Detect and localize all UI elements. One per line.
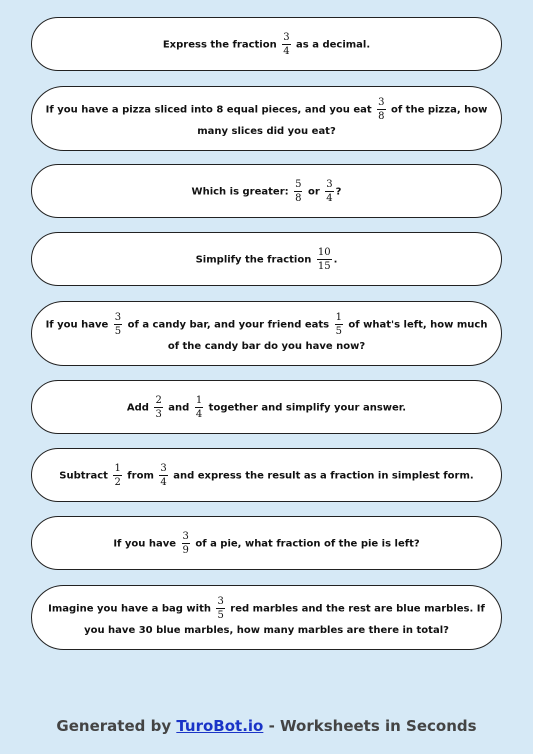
footer-suffix: - Worksheets in Seconds <box>263 717 477 735</box>
fraction-denominator: 4 <box>160 476 167 488</box>
fraction <box>113 463 121 488</box>
fraction-numerator: 3 <box>114 311 122 323</box>
fraction-numerator: 3 <box>283 31 290 43</box>
question-text-segment: Subtract <box>59 470 112 481</box>
question-text <box>44 97 489 141</box>
question-text-segment: Simplify the fraction <box>195 254 315 265</box>
fraction-denominator: 4 <box>195 408 203 420</box>
fraction-numerator: 3 <box>182 530 189 542</box>
question-text-segment: Which is greater: <box>191 186 293 197</box>
question-text-segment: red marbles and the rest are blue marbles. If you have 30 blue marbles, how many marbles are there in total? <box>84 603 485 636</box>
fraction-denominator: 4 <box>326 192 333 204</box>
question-text-segment: . <box>333 254 338 265</box>
question-card-5 <box>31 301 502 366</box>
question-text <box>44 596 489 640</box>
question-card-4 <box>31 232 502 286</box>
fraction-denominator: 5 <box>335 325 342 337</box>
question-text-segment: from <box>123 470 158 481</box>
question-card-1 <box>31 17 502 71</box>
question-text-segment: of what's left, how much of the candy bar do you have now? <box>167 319 488 352</box>
fraction <box>377 97 385 122</box>
question-text-segment: and <box>164 402 193 413</box>
fraction <box>154 395 162 420</box>
fraction-numerator: 3 <box>217 595 224 607</box>
fraction-numerator: 1 <box>114 462 121 474</box>
fraction-denominator: 15 <box>317 260 331 272</box>
question-text <box>59 463 473 488</box>
question-text-segment: of a pie, what fraction of the pie is left? <box>191 538 420 549</box>
fraction-denominator: 3 <box>155 408 162 420</box>
fraction-denominator: 5 <box>217 609 224 621</box>
fraction <box>282 32 290 57</box>
question-card-6 <box>31 380 502 434</box>
question-text <box>196 247 338 272</box>
question-card-8 <box>31 516 502 570</box>
fraction <box>325 179 333 204</box>
fraction <box>114 312 122 337</box>
question-card-7 <box>31 448 502 502</box>
fraction <box>294 179 302 204</box>
question-text <box>127 395 406 420</box>
fraction-denominator: 8 <box>295 192 302 204</box>
fraction-denominator: 2 <box>114 476 121 488</box>
fraction <box>159 463 167 488</box>
fraction <box>182 531 190 556</box>
question-text-segment: of a candy bar, and your friend eats <box>124 319 333 330</box>
fraction-numerator: 3 <box>326 178 333 190</box>
question-text <box>163 32 370 57</box>
question-card-9 <box>31 585 502 650</box>
question-text-segment: of the pizza, how many slices did you eat? <box>197 104 488 137</box>
question-text-segment: as a decimal. <box>292 39 371 50</box>
fraction-numerator: 1 <box>195 394 203 406</box>
question-card-3 <box>31 164 502 218</box>
question-card-2 <box>31 86 502 151</box>
question-text <box>44 312 489 356</box>
question-text-segment: or <box>304 186 324 197</box>
question-text-segment: If you have a pizza sliced into 8 equal pieces, and you eat <box>45 104 376 115</box>
question-text-segment: and express the result as a fraction in simplest form. <box>169 470 474 481</box>
question-text-segment: ? <box>335 186 342 197</box>
question-text <box>192 179 342 204</box>
fraction-denominator: 9 <box>182 544 189 556</box>
fraction <box>335 312 343 337</box>
fraction-numerator: 10 <box>317 246 331 258</box>
question-text-segment: Imagine you have a bag with <box>48 603 215 614</box>
fraction <box>216 596 224 621</box>
fraction-numerator: 3 <box>378 96 385 108</box>
footer-prefix: Generated by <box>56 717 177 735</box>
question-text <box>113 531 419 556</box>
question-text-segment: Express the fraction <box>162 39 281 50</box>
question-text-segment: If you have <box>45 319 112 330</box>
footer <box>0 717 533 735</box>
fraction-numerator: 1 <box>335 311 342 323</box>
question-text-segment: together and simplify your answer. <box>205 402 407 413</box>
fraction-denominator: 5 <box>114 325 122 337</box>
fraction-numerator: 5 <box>295 178 302 190</box>
fraction <box>195 395 203 420</box>
question-text-segment: If you have <box>113 538 180 549</box>
fraction-denominator: 8 <box>378 110 385 122</box>
fraction-numerator: 3 <box>160 462 167 474</box>
fraction <box>317 247 332 272</box>
question-text-segment: Add <box>126 402 153 413</box>
fraction-denominator: 4 <box>283 45 290 57</box>
turobot-link[interactable]: TuroBot.io <box>176 717 264 735</box>
fraction-numerator: 2 <box>155 394 162 406</box>
